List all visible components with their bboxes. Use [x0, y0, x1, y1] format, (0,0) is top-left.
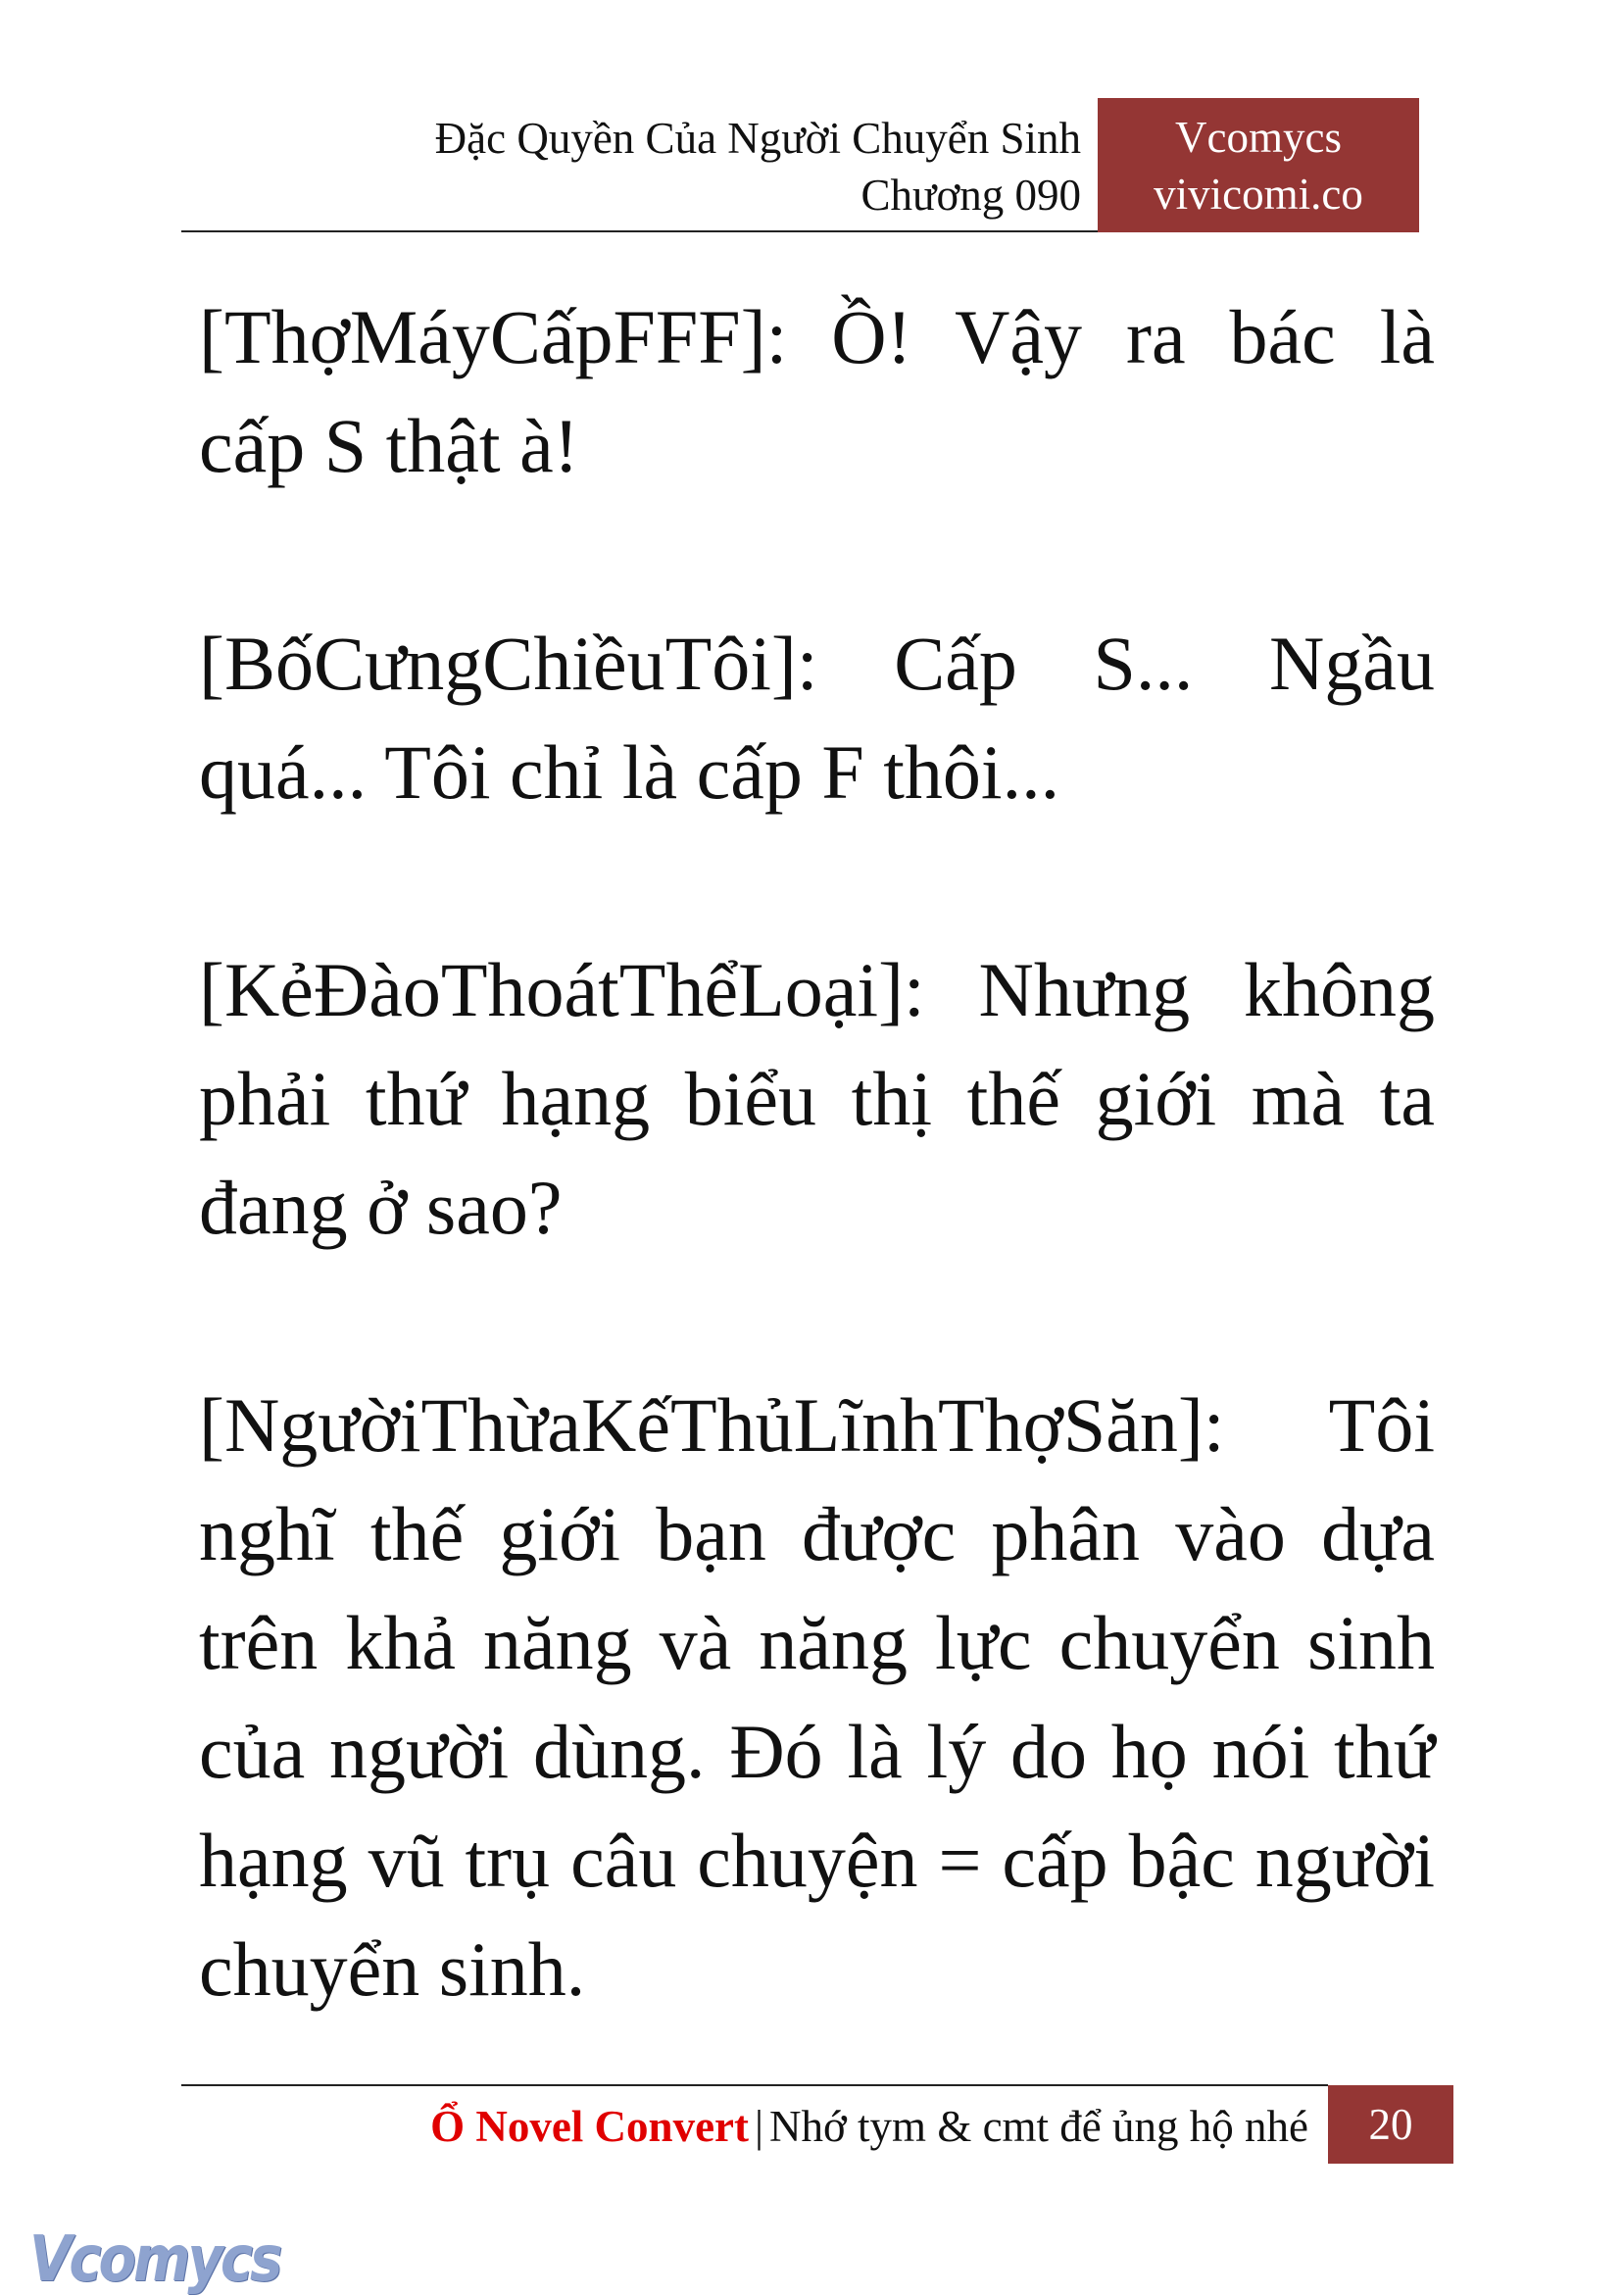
novel-title: Đặc Quyền Của Người Chuyển Sinh — [434, 114, 1081, 163]
header-brand-box — [1098, 98, 1419, 232]
header-divider — [181, 230, 1098, 232]
chapter-text — [199, 282, 1435, 2132]
footer-message: Nhớ tym & cmt để ủng hộ nhé — [769, 2102, 1308, 2151]
brand-name: Vcomycs — [1175, 113, 1342, 162]
paragraph: [NgườiThừaKếThủLĩnhThợSăn]: Tôi nghĩ thế giới bạn được phân vào dựa trên khả năng và năng lực chuyển sinh của người dùng. Đó là lý do họ nói thứ hạng vũ trụ câu chuyện = cấp bậc người chuyển sinh. — [199, 1382, 1435, 2012]
page-number: 20 — [1328, 2085, 1453, 2164]
paragraph: [KẻĐàoThoátThểLoại]: Nhưng không phải thứ hạng biểu thị thế giới mà ta đang ở sao? — [199, 947, 1435, 1250]
footer-divider — [181, 2084, 1328, 2086]
footer-text — [430, 2098, 1308, 2155]
paragraph: [BốCưngChiềuTôi]: Cấp S... Ngầu quá... Tôi chỉ là cấp F thôi... — [199, 621, 1435, 815]
footer-separator: | — [755, 2102, 764, 2151]
page-header-title — [435, 110, 1081, 224]
paragraph: [ThợMáyCấpFFF]: Ồ! Vậy ra bác là cấp S thật à! — [199, 294, 1435, 488]
brand-site: vivicomi.co — [1154, 170, 1363, 219]
footer-brand: Ổ Novel Convert — [430, 2102, 749, 2151]
chapter-label: Chương 090 — [860, 171, 1081, 220]
vcomycs-watermark-logo: Vcomycs — [29, 2222, 280, 2296]
